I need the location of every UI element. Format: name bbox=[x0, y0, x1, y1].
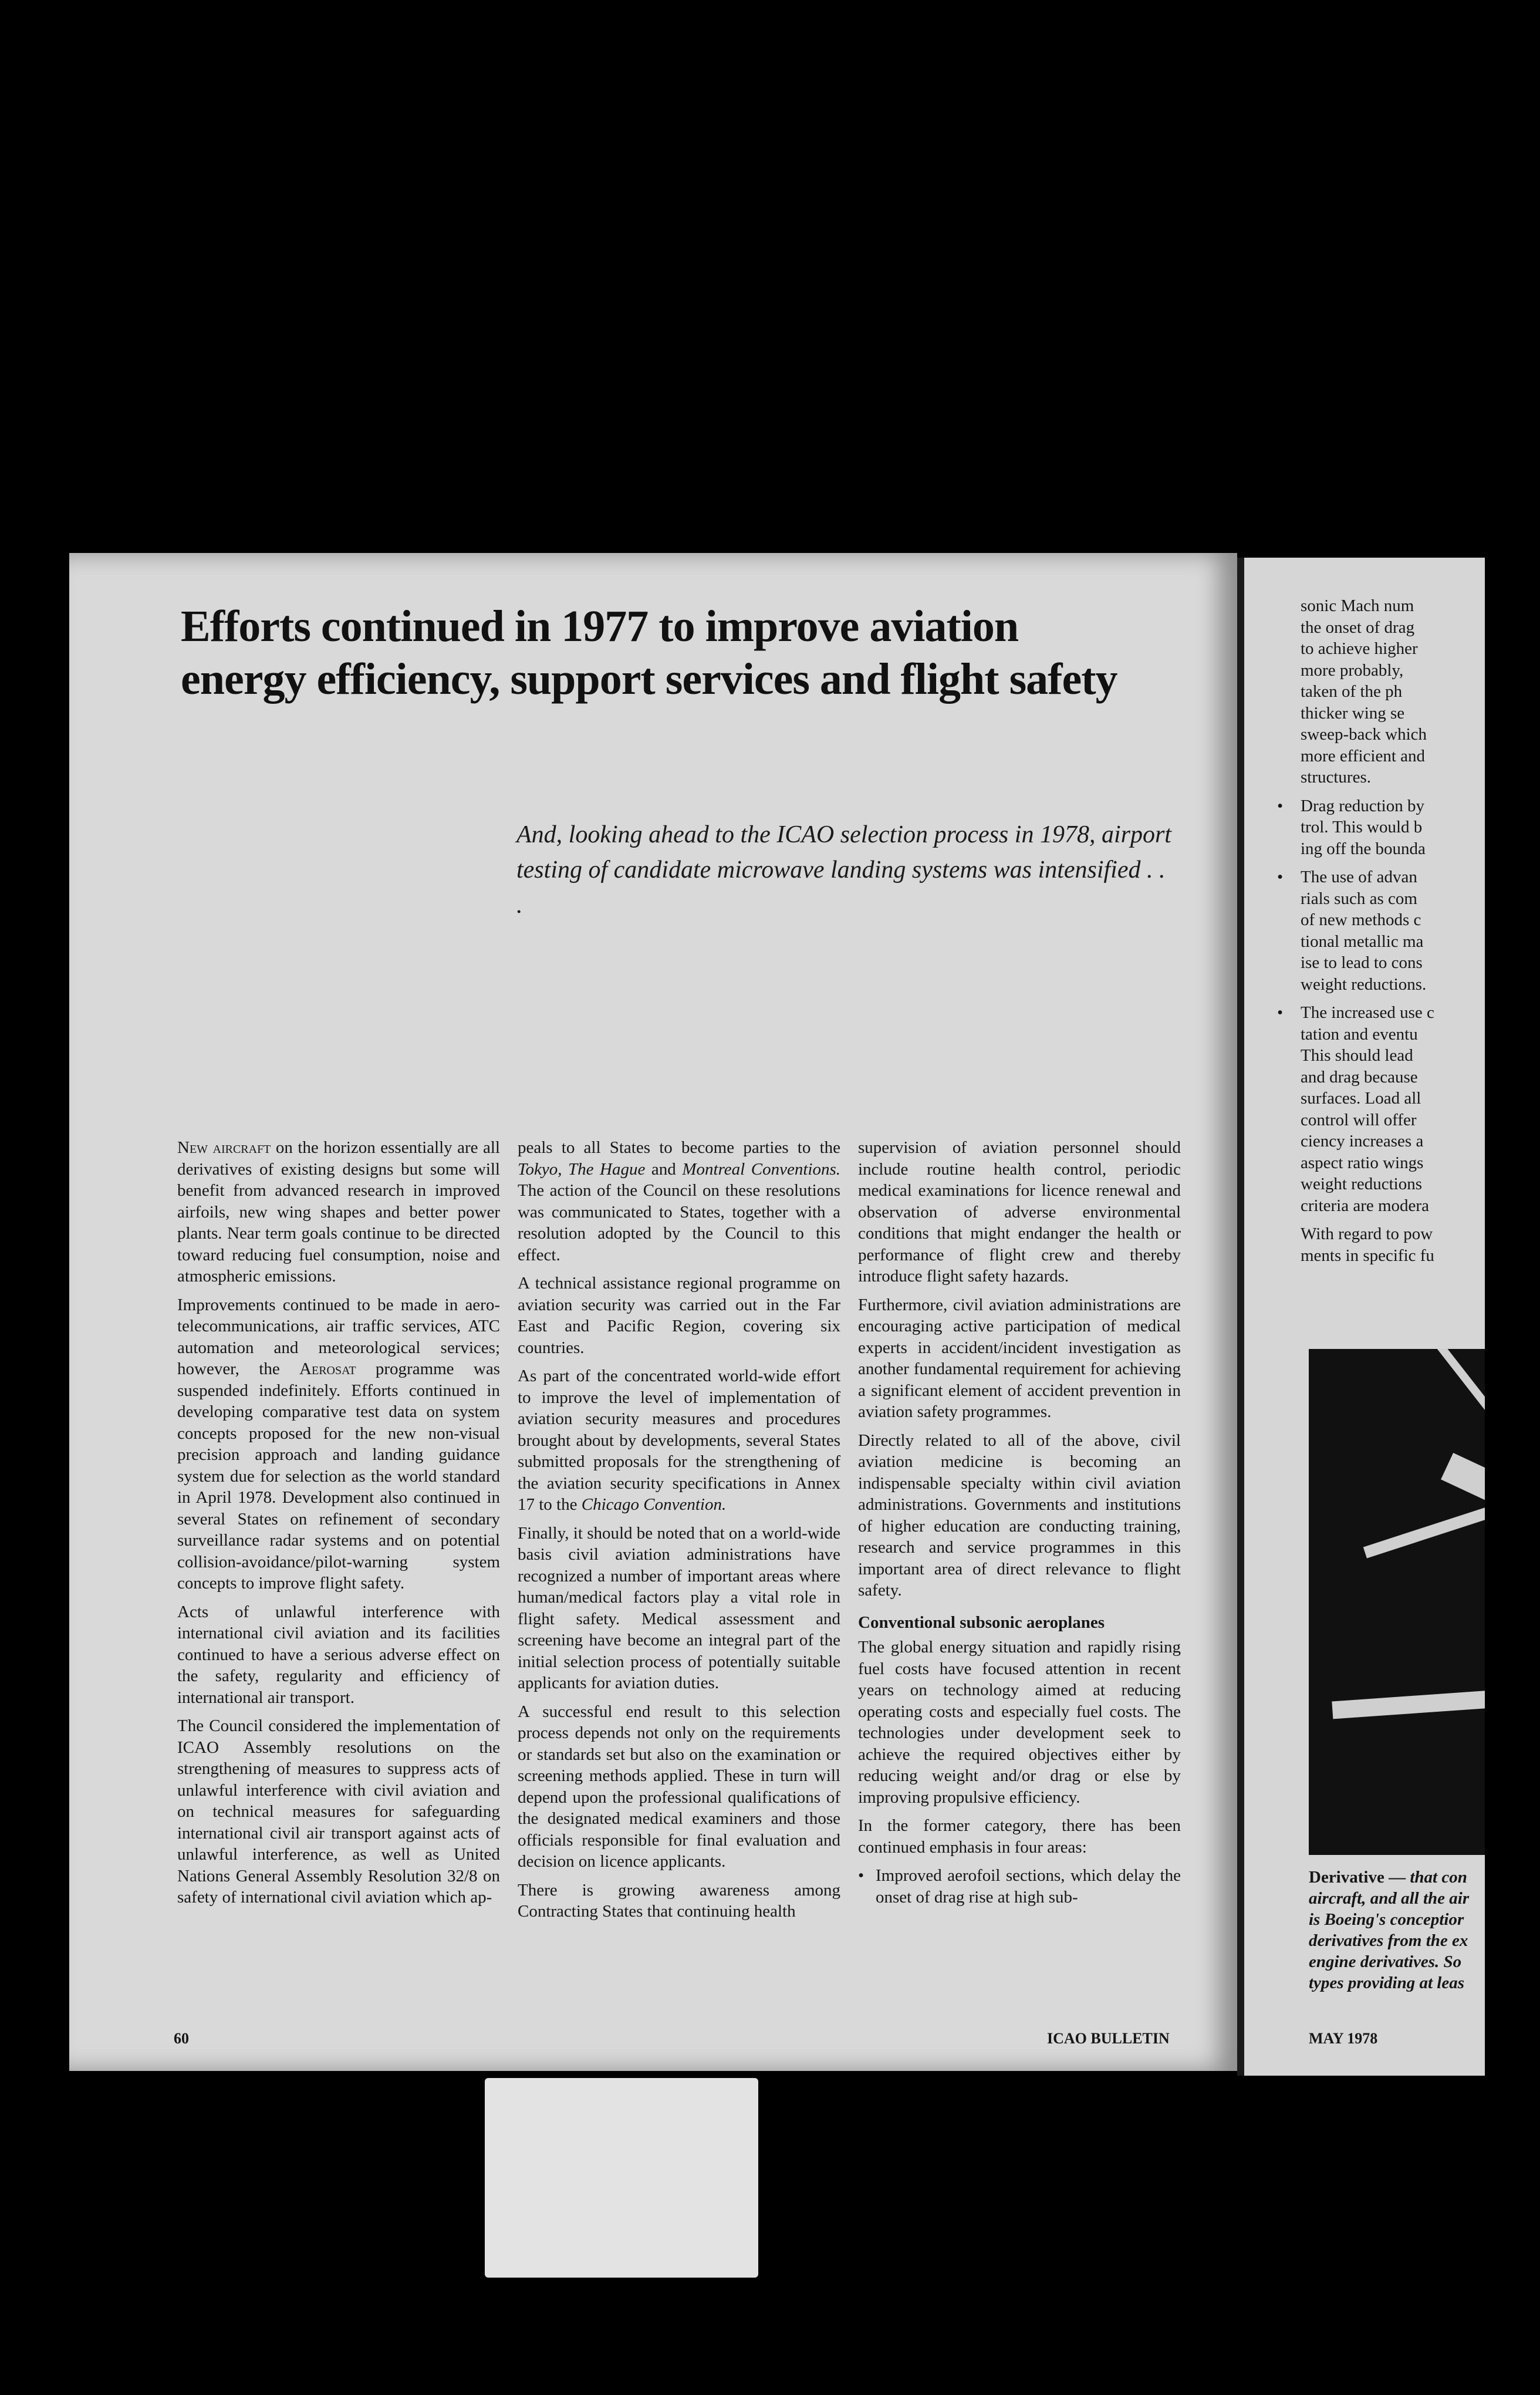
aircraft-wing-shape bbox=[1332, 1689, 1485, 1719]
lead-in: New aircraft bbox=[177, 1138, 271, 1157]
paragraph: There is growing awareness among Contracting States that continuing health bbox=[518, 1880, 840, 1921]
paragraph-text: The action of the Council on these resolutions was communicated to States, together with a resolution adopted by the Council to this effect. bbox=[518, 1181, 840, 1264]
caption-line: engine derivatives. So bbox=[1309, 1952, 1462, 1971]
caption-line: derivatives from the ex bbox=[1309, 1931, 1468, 1950]
paragraph: Furthermore, civil aviation administrations are encouraging active participation of medical experts in accident/incident investigation as another fundamental requirement for achieving a significant element of accident prevention in aviation safety programmes. bbox=[858, 1295, 1181, 1421]
text-line: aspect ratio wings bbox=[1301, 1153, 1424, 1172]
text-line: weight reductions. bbox=[1301, 974, 1427, 994]
bullet-icon: • bbox=[1277, 796, 1284, 815]
right-page bbox=[1237, 558, 1485, 2076]
bullet-item bbox=[1277, 795, 1485, 860]
text-line: With regard to pow bbox=[1301, 1225, 1433, 1243]
paragraph-text: As part of the concentrated world-wide effort to improve the level of implementation of aviation security measures and procedures brought about by developments, several States submitted proposals for the strengthening of the aviation security specifications in Annex 17 to the bbox=[518, 1367, 840, 1514]
caption-line: types providing at leas bbox=[1309, 1974, 1465, 1992]
text-line: sweep-back which bbox=[1301, 725, 1427, 744]
paragraph: The Council considered the implementation of ICAO Assembly resolutions on the strengthening of measures to suppress acts of unlawful interference with civil aviation and on technical measures for safeguarding international civil air transport against acts of unlawful interference, as well as United Nations General Assembly Resolution 32/8 on safety of international civil aviation which ap- bbox=[177, 1716, 500, 1907]
right-text-column bbox=[1277, 595, 1485, 1273]
paragraph: A successful end result to this selection process depends not only on the requirements or standards set but also on the examination or screening methods applied. These in turn will depend upon the professional qualifications of the designated medical examiners and those officials responsible for final evaluation and decision on licence applicants. bbox=[518, 1702, 840, 1871]
bullet-icon: • bbox=[1277, 1003, 1284, 1022]
text-line: ciency increases a bbox=[1301, 1132, 1424, 1151]
text-line: and drag because bbox=[1301, 1067, 1418, 1087]
text-line: surfaces. Load all bbox=[1301, 1089, 1421, 1108]
caption-line: is Boeing's conceptior bbox=[1309, 1910, 1464, 1929]
aircraft-wing-shape bbox=[1434, 1349, 1485, 1437]
caption-line: aircraft, and all the air bbox=[1309, 1889, 1470, 1908]
text-line: trol. This would b bbox=[1301, 818, 1423, 836]
text-line: The increased use c bbox=[1301, 1003, 1434, 1022]
bullet-text bbox=[1301, 1002, 1434, 1216]
convention-names: Tokyo, The Hague bbox=[518, 1159, 646, 1179]
text-column-1 bbox=[177, 1137, 500, 1915]
paper-tab bbox=[485, 2078, 758, 2278]
text-line: rials such as com bbox=[1301, 889, 1417, 908]
photo-caption bbox=[1309, 1867, 1485, 1993]
paragraph bbox=[177, 1137, 500, 1287]
bullet-icon: • bbox=[858, 1866, 864, 1885]
paragraph bbox=[177, 1294, 500, 1594]
paragraph-text: and bbox=[645, 1159, 683, 1179]
text-line: The use of advan bbox=[1301, 868, 1417, 886]
text-column-3 bbox=[858, 1137, 1181, 1915]
article-title: Efforts continued in 1977 to improve aviation energy efficiency, support services and flight safety bbox=[181, 602, 1117, 704]
text-line: thicker wing se bbox=[1301, 703, 1405, 723]
text-line: criteria are modera bbox=[1301, 1196, 1429, 1215]
page-number: 60 bbox=[174, 2030, 189, 2047]
bullet-text bbox=[1301, 795, 1426, 860]
issue-date: MAY 1978 bbox=[1309, 2030, 1378, 2047]
text-line: ing off the bounda bbox=[1301, 839, 1426, 858]
convention-names: Chicago Convention. bbox=[581, 1495, 727, 1514]
text-line: more efficient and bbox=[1301, 746, 1426, 765]
paragraph: Directly related to all of the above, civil aviation medicine is becoming an indispensable specialty within civil aviation administrations. Governments and institutions of higher education are conducting training, research and service programmes in this important area of direct relevance to flight safety. bbox=[858, 1431, 1181, 1600]
caption-line: that con bbox=[1410, 1868, 1467, 1887]
convention-names: Montreal Conventions. bbox=[682, 1159, 840, 1179]
left-page bbox=[69, 553, 1237, 2071]
paragraph-text: peals to all States to become parties to the bbox=[518, 1138, 840, 1157]
aircraft-photo bbox=[1309, 1349, 1485, 1855]
right-paragraph bbox=[1301, 1223, 1485, 1266]
publication-name: ICAO BULLETIN bbox=[1047, 2030, 1170, 2047]
paragraph: A technical assistance regional programme on aviation security was carried out in the Far East and Pacific Region, covering six countries. bbox=[518, 1274, 840, 1357]
text-line: the onset of drag bbox=[1301, 618, 1415, 637]
text-column-2 bbox=[518, 1137, 840, 1930]
text-line: weight reductions bbox=[1301, 1175, 1422, 1193]
bullet-text: Improved aerofoil sections, which delay the onset of drag rise at high sub- bbox=[876, 1866, 1181, 1907]
text-line: ments in specific fu bbox=[1301, 1246, 1434, 1265]
text-line: tation and eventu bbox=[1301, 1024, 1418, 1044]
paragraph-text: on the horizon essentially are all derivatives of existing designs but some will benefit from advanced research in improved airfoils, new wing shapes and better power plants. Near term goals continue to be directed toward reducing fuel consumption, noise and atmospheric emissions. bbox=[177, 1138, 500, 1286]
bullet-item bbox=[1277, 1002, 1485, 1216]
paragraph: The global energy situation and rapidly rising fuel costs have focused attention in recent years on technology aimed at reducing operating costs and especially fuel costs. The technologies under development seek to achieve the required objectives either by reducing weight and/or drag or else by improving propulsive efficiency. bbox=[858, 1638, 1181, 1807]
paragraph: supervision of aviation personnel should include routine health control, periodic medical examinations for licence renewal and observation of adverse environmental conditions that might endanger the health or performance of flight crew and thereby introduce flight safety hazards. bbox=[858, 1138, 1181, 1286]
right-paragraph bbox=[1301, 595, 1485, 788]
paragraph-text: programme was suspended indefinitely. Efforts continued in developing comparative test data on system concepts proposed for the new non-visual precision approach and landing guidance system due for selection as the world standard in April 1978. Development also continued in several States on refinement of secondary surveillance radar systems and on potential collision-avoidance/pilot-warning system concepts to improve flight safety. bbox=[177, 1360, 500, 1593]
bullet-text bbox=[1301, 866, 1426, 995]
paragraph: In the former category, there has been continued emphasis in four areas: bbox=[858, 1816, 1181, 1857]
text-line: more probably, bbox=[1301, 660, 1404, 680]
text-line: Drag reduction by bbox=[1301, 796, 1424, 815]
section-heading: Conventional subsonic aeroplanes bbox=[858, 1613, 1105, 1632]
text-line: of new methods c bbox=[1301, 910, 1421, 929]
paragraph bbox=[518, 1137, 840, 1266]
aerosat-term: Aerosat bbox=[299, 1360, 356, 1378]
bullet-item bbox=[858, 1865, 1181, 1908]
paragraph-text: Improvements continued to be made in aero-telecommunications, air traffic services, ATC automation and meteorological services; however, the bbox=[177, 1295, 500, 1378]
text-line: ise to lead to cons bbox=[1301, 953, 1423, 972]
paragraph: Acts of unlawful interference with international civil aviation and its facilities continued to have a serious adverse effect on the safety, regularity and efficiency of international air transport. bbox=[177, 1602, 500, 1707]
text-line: sonic Mach num bbox=[1301, 596, 1414, 615]
text-line: control will offer bbox=[1301, 1110, 1417, 1129]
text-line: taken of the ph bbox=[1301, 682, 1403, 701]
bullet-icon: • bbox=[1277, 868, 1284, 886]
text-line: structures. bbox=[1301, 768, 1371, 787]
paragraph bbox=[518, 1365, 840, 1516]
text-line: tional metallic ma bbox=[1301, 932, 1424, 951]
caption-lead: Derivative — bbox=[1309, 1868, 1410, 1887]
bullet-item bbox=[1277, 866, 1485, 995]
text-line: to achieve higher bbox=[1301, 639, 1418, 658]
article-subtitle: And, looking ahead to the ICAO selection process in 1978, airport testing of candidate microwave landing systems was intensified . . . bbox=[516, 821, 1171, 919]
aircraft-wing-shape bbox=[1441, 1453, 1485, 1509]
text-line: This should lead bbox=[1301, 1046, 1413, 1065]
paragraph: Finally, it should be noted that on a world-wide basis civil aviation administrations have recognized a number of important areas where human/medical factors play a vital role in flight safety. Medical assessment and screening have become an integral part of the initial selection process of potentially suitable applicants for aviation duties. bbox=[518, 1523, 840, 1692]
aircraft-wing-shape bbox=[1363, 1503, 1485, 1558]
